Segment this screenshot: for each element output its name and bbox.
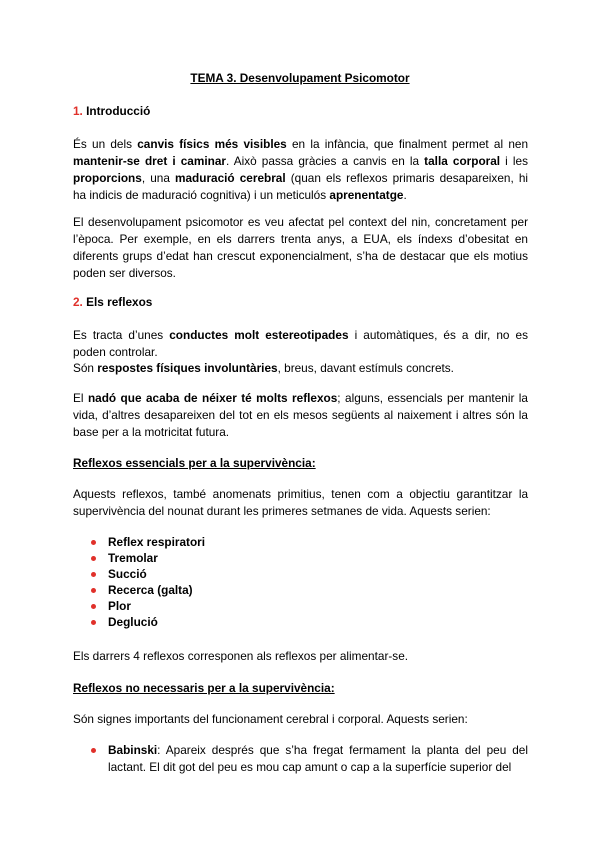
section-2-number: 2. (73, 295, 83, 309)
section-2-label: Els reflexos (86, 295, 153, 309)
babinski-text (108, 742, 528, 776)
list-item: Recerca (galta) (73, 582, 528, 598)
section-1-paragraph-1: És un dels canvis físics més visibles en la infància, que finalment permet al nen mantenir-se dret i caminar. Això passa gràcies a canvis en la talla corporal i les proporcions, una maduració cerebral (quan els reflexos primaris desapareixen, hi ha indicis de maduració cognitiva) i un meticulós aprenentatge. (73, 137, 529, 202)
section-1-number: 1. (73, 104, 83, 118)
list-item: Plor (73, 598, 528, 614)
list-item: Reflex respiratori (73, 534, 528, 550)
babinski-description: : Apareix després que s’ha fregat fermament la planta del peu del lactant. El dit got del peu es mou cap amunt o cap a la superfície superior del (108, 743, 528, 774)
bullet-dot-icon (91, 748, 96, 753)
section-1-paragraph-2: El desenvolupament psicomotor es veu afectat pel context del nin, concretament per l’època. Per exemple, en els darrers trenta anys, a EUA, els índexs d’obesitat en diferents grups d’edat han crescut exponencialment, s’ha de destacar que els motius poden ser diversos. (73, 215, 528, 280)
list-item: Deglució (73, 614, 528, 630)
babinski-item (73, 742, 528, 776)
essential-reflexes-list (73, 534, 528, 630)
bullet-dot-icon (91, 540, 96, 545)
section-2-paragraph-2: El nadó que acaba de néixer té molts reflexos; alguns, essencials per mantenir la vida, d’altres desapareixen del tot en els mesos següents al naixement i altres són la base per a la motricitat futura. (73, 391, 528, 439)
section-2-paragraph-1b: Són respostes físiques involuntàries, breus, davant estímuls concrets. (73, 361, 454, 375)
section-2-heading (73, 294, 528, 311)
section-2-paragraph-1: Es tracta d’unes conductes molt estereotipades i automàtiques, és a dir, no es poden controlar. (73, 328, 528, 359)
essential-reflexes-heading: Reflexos essencials per a la supervivència: (73, 456, 316, 470)
document-title: TEMA 3. Desenvolupament Psicomotor (190, 71, 410, 85)
list-item: Succió (73, 566, 528, 582)
essential-reflexes-note: Els darrers 4 reflexos corresponen als reflexos per alimentar-se. (73, 649, 409, 663)
bullet-dot-icon (91, 588, 96, 593)
section-1-label: Introducció (86, 104, 151, 118)
bullet-dot-icon (91, 556, 96, 561)
bullet-dot-icon (91, 604, 96, 609)
essential-reflexes-intro: Aquests reflexos, també anomenats primitius, tenen com a objectiu garantitzar la supervivència del nounat durant les primeres setmanes de vida. Aquests serien: (73, 487, 528, 518)
section-1-heading (73, 103, 528, 120)
babinski-label: Babinski (108, 743, 158, 757)
bullet-dot-icon (91, 572, 96, 577)
nonessential-reflexes-intro: Són signes importants del funcionament cerebral i corporal. Aquests serien: (73, 712, 468, 726)
list-item: Tremolar (73, 550, 528, 566)
nonessential-reflexes-heading: Reflexos no necessaris per a la supervivència: (73, 681, 335, 695)
bullet-dot-icon (91, 620, 96, 625)
